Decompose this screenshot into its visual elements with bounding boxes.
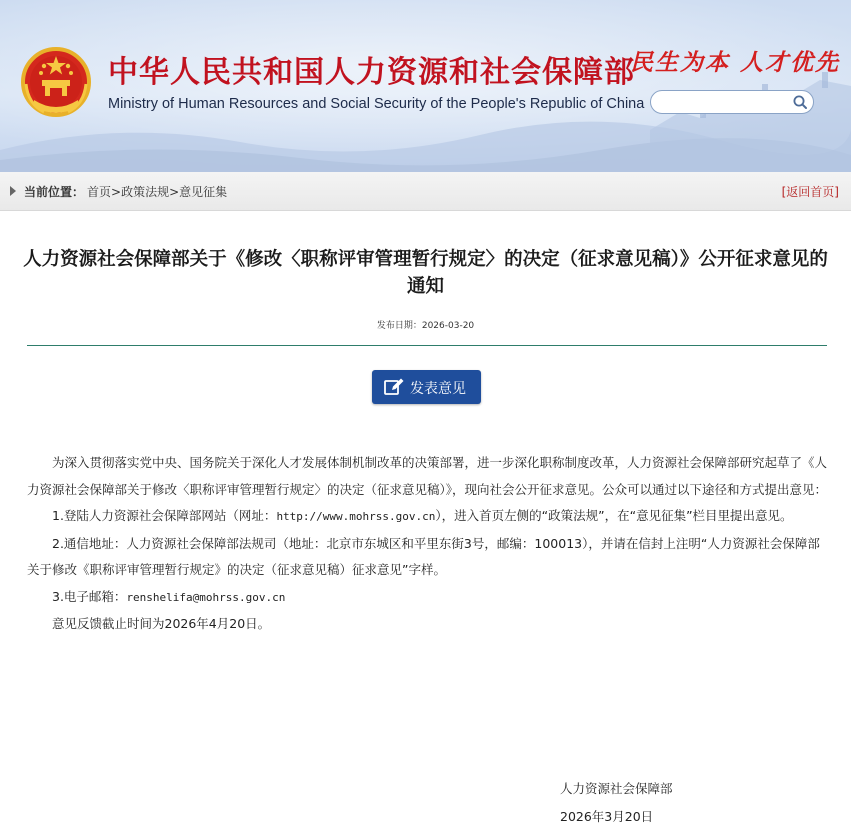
method-item-email-text: 3.电子邮箱：	[52, 588, 127, 604]
breadcrumb-path	[87, 183, 227, 200]
method-item-mail: 2.通信地址：人力资源社会保障部法规司（地址：北京市东城区和平里东街3号，邮编：100013），并请在信封上注明“人力资源社会保障部关于修改《职称评审管理暂行规定》的决定（征求意见稿）征求意见”字样。	[27, 535, 820, 577]
back-home-link[interactable]: [返回首页]	[781, 185, 839, 199]
breadcrumb-arrow-icon	[10, 186, 16, 196]
title-divider	[27, 345, 827, 346]
method-item-website-text-end: ），进入首页左侧的“政策法规”，在“意见征集”栏目里提出意见。	[435, 508, 793, 523]
breadcrumb-item-home[interactable]: 首页	[87, 185, 112, 199]
article-body	[27, 450, 827, 638]
method-item-email	[27, 584, 827, 612]
breadcrumb-item-policy[interactable]: 政策法规	[121, 185, 170, 199]
search-icon[interactable]	[792, 94, 808, 110]
deadline-paragraph: 意见反馈截止时间为2026年4月20日。	[52, 616, 271, 631]
site-subtitle: Ministry of Human Resources and Social Security of the People's Republic of China	[108, 96, 645, 112]
site-slogan: 民生为本 人才优先	[630, 49, 841, 76]
publish-date: 发布日期：2026-03-20	[376, 321, 475, 331]
edit-icon	[383, 377, 405, 397]
signature-date: 2026年3月20日	[560, 809, 654, 824]
signature-org: 人力资源社会保障部	[560, 781, 673, 796]
website-url: http://www.mohrss.gov.cn	[276, 510, 436, 523]
intro-paragraph: 为深入贯彻落实党中央、国务院关于深化人才发展体制机制改革的决策部署，进一步深化职称制度改革，人力资源社会保障部研究起草了《人力资源社会保障部关于修改〈职称评审管理暂行规定〉的决定（征求意见稿）》，现向社会公开征求意见。公众可以通过以下途径和方式提出意见：	[27, 455, 828, 497]
submit-comment-button[interactable]	[372, 370, 481, 404]
search-input[interactable]	[661, 93, 791, 111]
breadcrumb-item-opinions[interactable]: 意见征集	[179, 185, 228, 199]
submit-comment-label: 发表意见	[410, 381, 466, 397]
site-title: 中华人民共和国人力资源和社会保障部	[108, 55, 635, 90]
method-item-website-text: 1.登陆人力资源社会保障部网站（网址：	[52, 508, 277, 523]
breadcrumb	[0, 172, 851, 211]
article-title: 人力资源社会保障部关于《修改〈职称评审管理暂行规定〉的决定（征求意见稿）》公开征求意见的通知	[23, 249, 828, 297]
national-emblem-icon	[20, 44, 92, 122]
breadcrumb-separator: >	[111, 185, 122, 199]
search-box	[650, 90, 814, 114]
email-address: renshelifa@mohrss.gov.cn	[126, 590, 286, 604]
signature-block	[560, 775, 673, 831]
breadcrumb-separator: >	[169, 185, 180, 199]
breadcrumb-label: 当前位置：	[24, 185, 85, 199]
site-header	[0, 0, 851, 172]
method-item-website	[27, 503, 827, 531]
